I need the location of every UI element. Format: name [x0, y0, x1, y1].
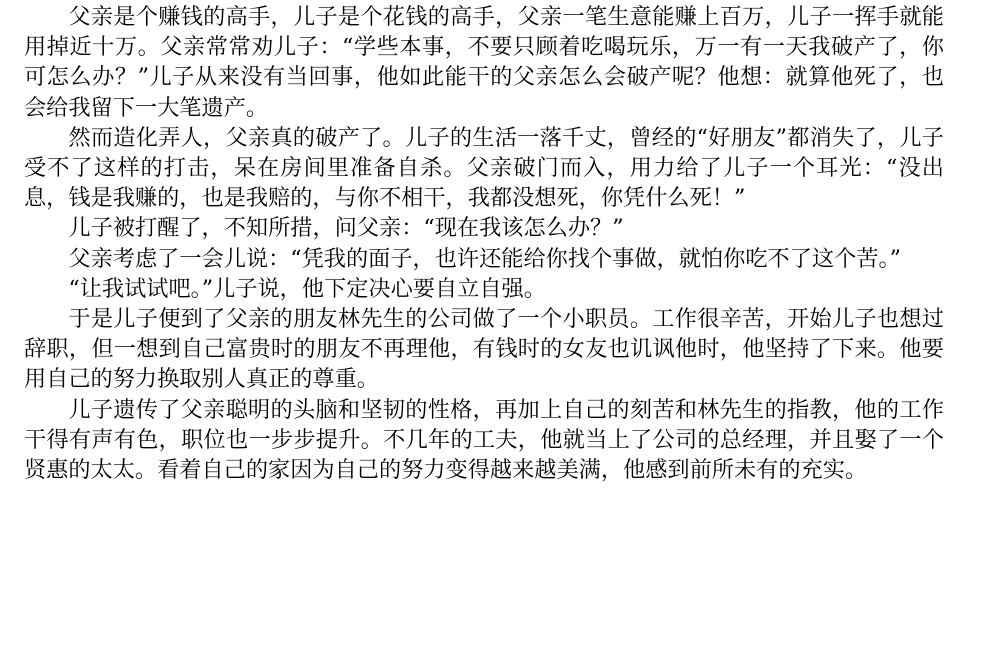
paragraph: 儿子被打醒了，不知所措，问父亲：“现在我该怎么办？” — [68, 215, 624, 242]
paragraph: 儿子遗传了父亲聪明的头脑和坚韧的性格，再加上自己的刻苦和林先生的指教，他的工作干得有声有色，职位也一步步提升。不几年的工夫，他就当上了公司的总经理，并且娶了一个贤惠的太太。看着自己的家因为自己的努力变得越来越美满，他感到前所未有的充实。 — [24, 396, 944, 484]
paragraph: “让我试试吧。”儿子说，他下定决心要自立自强。 — [68, 275, 546, 302]
paragraph: 父亲是个赚钱的高手，儿子是个花钱的高手，父亲一笔生意能赚上百万，儿子一挥手就能用掉近十万。父亲常常劝儿子：“学些本事，不要只顾着吃喝玩乐，万一有一天我破产了，你可怎么办？”儿子从来没有当回事，他如此能干的父亲怎么会破产呢？他想：就算他死了，也会给我留下一大笔遗产。 — [24, 4, 944, 121]
paragraph: 于是儿子便到了父亲的朋友林先生的公司做了一个小职员。工作很辛苦，开始儿子也想过辞职，但一想到自己富贵时的朋友不再理他，有钱时的女友也讥讽他时，他坚持了下来。他要用自己的努力换取别人真正的尊重。 — [24, 306, 944, 393]
paragraph: 父亲考虑了一会儿说：“凭我的面子，也许还能给你找个事做，就怕你吃不了这个苦。” — [68, 245, 901, 272]
paragraph: 然而造化弄人，父亲真的破产了。儿子的生活一落千丈，曾经的“好朋友”都消失了，儿子受不了这样的打击，呆在房间里准备自杀。父亲破门而入，用力给了儿子一个耳光：“没出息，钱是我赚的，也是我赔的，与你不相干，我都没想死，你凭什么死！” — [24, 124, 944, 212]
document-body — [24, 2, 944, 485]
